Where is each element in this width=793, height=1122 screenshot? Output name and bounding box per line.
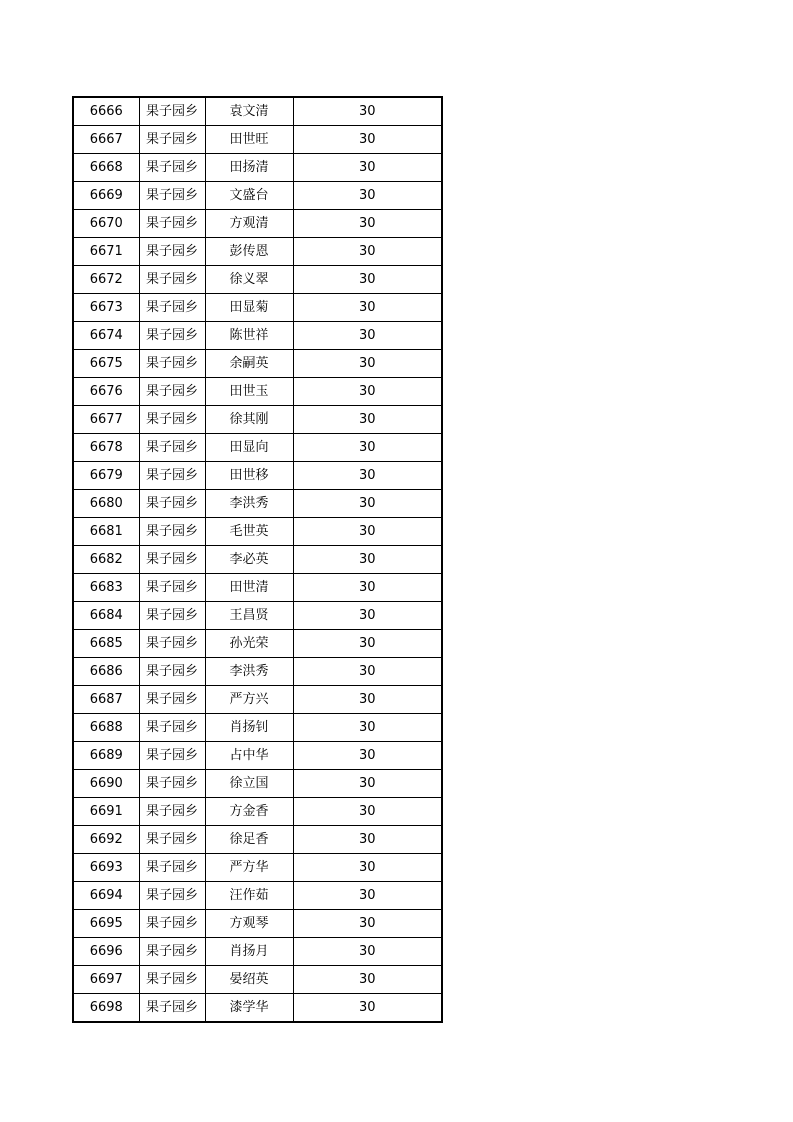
table-row bbox=[73, 910, 442, 938]
cell-town: 果子园乡 bbox=[139, 770, 205, 798]
cell-name: 田显向 bbox=[205, 434, 293, 462]
cell-name: 晏绍英 bbox=[205, 966, 293, 994]
cell-id: 6684 bbox=[73, 602, 139, 630]
cell-town: 果子园乡 bbox=[139, 434, 205, 462]
cell-name: 徐其刚 bbox=[205, 406, 293, 434]
table-row bbox=[73, 994, 442, 1023]
table-row bbox=[73, 294, 442, 322]
cell-town: 果子园乡 bbox=[139, 826, 205, 854]
table-row bbox=[73, 658, 442, 686]
cell-amount: 30 bbox=[293, 854, 442, 882]
cell-name: 严方华 bbox=[205, 854, 293, 882]
cell-id: 6682 bbox=[73, 546, 139, 574]
cell-town: 果子园乡 bbox=[139, 714, 205, 742]
table-row bbox=[73, 462, 442, 490]
table-row bbox=[73, 266, 442, 294]
cell-amount: 30 bbox=[293, 994, 442, 1023]
cell-id: 6674 bbox=[73, 322, 139, 350]
cell-amount: 30 bbox=[293, 462, 442, 490]
cell-id: 6694 bbox=[73, 882, 139, 910]
cell-id: 6669 bbox=[73, 182, 139, 210]
cell-amount: 30 bbox=[293, 266, 442, 294]
cell-amount: 30 bbox=[293, 798, 442, 826]
cell-amount: 30 bbox=[293, 378, 442, 406]
cell-id: 6691 bbox=[73, 798, 139, 826]
cell-id: 6673 bbox=[73, 294, 139, 322]
cell-amount: 30 bbox=[293, 350, 442, 378]
cell-amount: 30 bbox=[293, 210, 442, 238]
table-row bbox=[73, 406, 442, 434]
cell-name: 孙光荣 bbox=[205, 630, 293, 658]
cell-town: 果子园乡 bbox=[139, 350, 205, 378]
cell-id: 6697 bbox=[73, 966, 139, 994]
cell-amount: 30 bbox=[293, 938, 442, 966]
cell-town: 果子园乡 bbox=[139, 574, 205, 602]
table-row bbox=[73, 126, 442, 154]
cell-town: 果子园乡 bbox=[139, 154, 205, 182]
cell-id: 6681 bbox=[73, 518, 139, 546]
cell-name: 文盛台 bbox=[205, 182, 293, 210]
cell-id: 6690 bbox=[73, 770, 139, 798]
table-row bbox=[73, 798, 442, 826]
cell-town: 果子园乡 bbox=[139, 882, 205, 910]
cell-id: 6675 bbox=[73, 350, 139, 378]
cell-town: 果子园乡 bbox=[139, 854, 205, 882]
cell-id: 6698 bbox=[73, 994, 139, 1023]
cell-name: 李必英 bbox=[205, 546, 293, 574]
cell-town: 果子园乡 bbox=[139, 658, 205, 686]
cell-town: 果子园乡 bbox=[139, 210, 205, 238]
cell-town: 果子园乡 bbox=[139, 490, 205, 518]
cell-name: 田显菊 bbox=[205, 294, 293, 322]
cell-amount: 30 bbox=[293, 126, 442, 154]
cell-town: 果子园乡 bbox=[139, 546, 205, 574]
cell-name: 田世玉 bbox=[205, 378, 293, 406]
cell-id: 6676 bbox=[73, 378, 139, 406]
table-row bbox=[73, 350, 442, 378]
table-row bbox=[73, 210, 442, 238]
cell-name: 徐立国 bbox=[205, 770, 293, 798]
cell-name: 毛世英 bbox=[205, 518, 293, 546]
table-row bbox=[73, 97, 442, 126]
cell-name: 田世移 bbox=[205, 462, 293, 490]
cell-id: 6692 bbox=[73, 826, 139, 854]
cell-amount: 30 bbox=[293, 322, 442, 350]
cell-id: 6686 bbox=[73, 658, 139, 686]
cell-town: 果子园乡 bbox=[139, 742, 205, 770]
cell-name: 田世旺 bbox=[205, 126, 293, 154]
cell-name: 袁文清 bbox=[205, 97, 293, 126]
cell-town: 果子园乡 bbox=[139, 938, 205, 966]
cell-id: 6667 bbox=[73, 126, 139, 154]
cell-town: 果子园乡 bbox=[139, 97, 205, 126]
cell-id: 6695 bbox=[73, 910, 139, 938]
cell-name: 田扬清 bbox=[205, 154, 293, 182]
table-body bbox=[73, 97, 442, 1022]
table-row bbox=[73, 826, 442, 854]
cell-amount: 30 bbox=[293, 238, 442, 266]
table-row bbox=[73, 742, 442, 770]
cell-id: 6696 bbox=[73, 938, 139, 966]
cell-town: 果子园乡 bbox=[139, 238, 205, 266]
cell-name: 徐义翠 bbox=[205, 266, 293, 294]
cell-amount: 30 bbox=[293, 602, 442, 630]
cell-amount: 30 bbox=[293, 658, 442, 686]
cell-id: 6685 bbox=[73, 630, 139, 658]
table-row bbox=[73, 434, 442, 462]
cell-name: 田世清 bbox=[205, 574, 293, 602]
cell-amount: 30 bbox=[293, 97, 442, 126]
cell-id: 6672 bbox=[73, 266, 139, 294]
cell-town: 果子园乡 bbox=[139, 602, 205, 630]
cell-name: 彭传恩 bbox=[205, 238, 293, 266]
cell-amount: 30 bbox=[293, 406, 442, 434]
table-row bbox=[73, 854, 442, 882]
table-row bbox=[73, 378, 442, 406]
cell-id: 6680 bbox=[73, 490, 139, 518]
cell-name: 方观清 bbox=[205, 210, 293, 238]
cell-amount: 30 bbox=[293, 882, 442, 910]
table-row bbox=[73, 574, 442, 602]
table-row bbox=[73, 882, 442, 910]
cell-amount: 30 bbox=[293, 966, 442, 994]
cell-town: 果子园乡 bbox=[139, 630, 205, 658]
cell-id: 6677 bbox=[73, 406, 139, 434]
table-row bbox=[73, 546, 442, 574]
cell-town: 果子园乡 bbox=[139, 126, 205, 154]
cell-amount: 30 bbox=[293, 714, 442, 742]
cell-town: 果子园乡 bbox=[139, 686, 205, 714]
cell-amount: 30 bbox=[293, 574, 442, 602]
cell-town: 果子园乡 bbox=[139, 966, 205, 994]
cell-amount: 30 bbox=[293, 294, 442, 322]
table-row bbox=[73, 630, 442, 658]
cell-town: 果子园乡 bbox=[139, 322, 205, 350]
cell-name: 徐足香 bbox=[205, 826, 293, 854]
cell-name: 王昌贤 bbox=[205, 602, 293, 630]
table-row bbox=[73, 770, 442, 798]
cell-amount: 30 bbox=[293, 686, 442, 714]
cell-town: 果子园乡 bbox=[139, 294, 205, 322]
cell-name: 肖扬钊 bbox=[205, 714, 293, 742]
cell-town: 果子园乡 bbox=[139, 994, 205, 1023]
cell-id: 6671 bbox=[73, 238, 139, 266]
table-row bbox=[73, 966, 442, 994]
cell-name: 李洪秀 bbox=[205, 658, 293, 686]
cell-amount: 30 bbox=[293, 630, 442, 658]
cell-name: 漆学华 bbox=[205, 994, 293, 1023]
cell-town: 果子园乡 bbox=[139, 798, 205, 826]
cell-amount: 30 bbox=[293, 826, 442, 854]
cell-id: 6678 bbox=[73, 434, 139, 462]
table-row bbox=[73, 714, 442, 742]
cell-id: 6668 bbox=[73, 154, 139, 182]
table-row bbox=[73, 938, 442, 966]
cell-name: 严方兴 bbox=[205, 686, 293, 714]
table-row bbox=[73, 238, 442, 266]
cell-town: 果子园乡 bbox=[139, 266, 205, 294]
cell-town: 果子园乡 bbox=[139, 406, 205, 434]
cell-amount: 30 bbox=[293, 910, 442, 938]
cell-amount: 30 bbox=[293, 182, 442, 210]
cell-name: 方金香 bbox=[205, 798, 293, 826]
cell-name: 方观琴 bbox=[205, 910, 293, 938]
cell-town: 果子园乡 bbox=[139, 182, 205, 210]
table-row bbox=[73, 686, 442, 714]
table-row bbox=[73, 490, 442, 518]
cell-name: 占中华 bbox=[205, 742, 293, 770]
cell-amount: 30 bbox=[293, 742, 442, 770]
cell-id: 6688 bbox=[73, 714, 139, 742]
cell-name: 陈世祥 bbox=[205, 322, 293, 350]
cell-id: 6679 bbox=[73, 462, 139, 490]
data-table bbox=[72, 96, 443, 1023]
cell-id: 6693 bbox=[73, 854, 139, 882]
cell-town: 果子园乡 bbox=[139, 462, 205, 490]
cell-town: 果子园乡 bbox=[139, 518, 205, 546]
table-row bbox=[73, 602, 442, 630]
cell-amount: 30 bbox=[293, 546, 442, 574]
cell-name: 肖扬月 bbox=[205, 938, 293, 966]
cell-name: 汪作茹 bbox=[205, 882, 293, 910]
cell-amount: 30 bbox=[293, 518, 442, 546]
cell-town: 果子园乡 bbox=[139, 910, 205, 938]
cell-name: 李洪秀 bbox=[205, 490, 293, 518]
cell-id: 6689 bbox=[73, 742, 139, 770]
cell-id: 6687 bbox=[73, 686, 139, 714]
table-row bbox=[73, 182, 442, 210]
cell-amount: 30 bbox=[293, 434, 442, 462]
cell-id: 6666 bbox=[73, 97, 139, 126]
cell-town: 果子园乡 bbox=[139, 378, 205, 406]
table-row bbox=[73, 322, 442, 350]
cell-id: 6683 bbox=[73, 574, 139, 602]
table-row bbox=[73, 154, 442, 182]
table-row bbox=[73, 518, 442, 546]
cell-amount: 30 bbox=[293, 154, 442, 182]
cell-amount: 30 bbox=[293, 770, 442, 798]
cell-name: 余嗣英 bbox=[205, 350, 293, 378]
cell-amount: 30 bbox=[293, 490, 442, 518]
cell-id: 6670 bbox=[73, 210, 139, 238]
